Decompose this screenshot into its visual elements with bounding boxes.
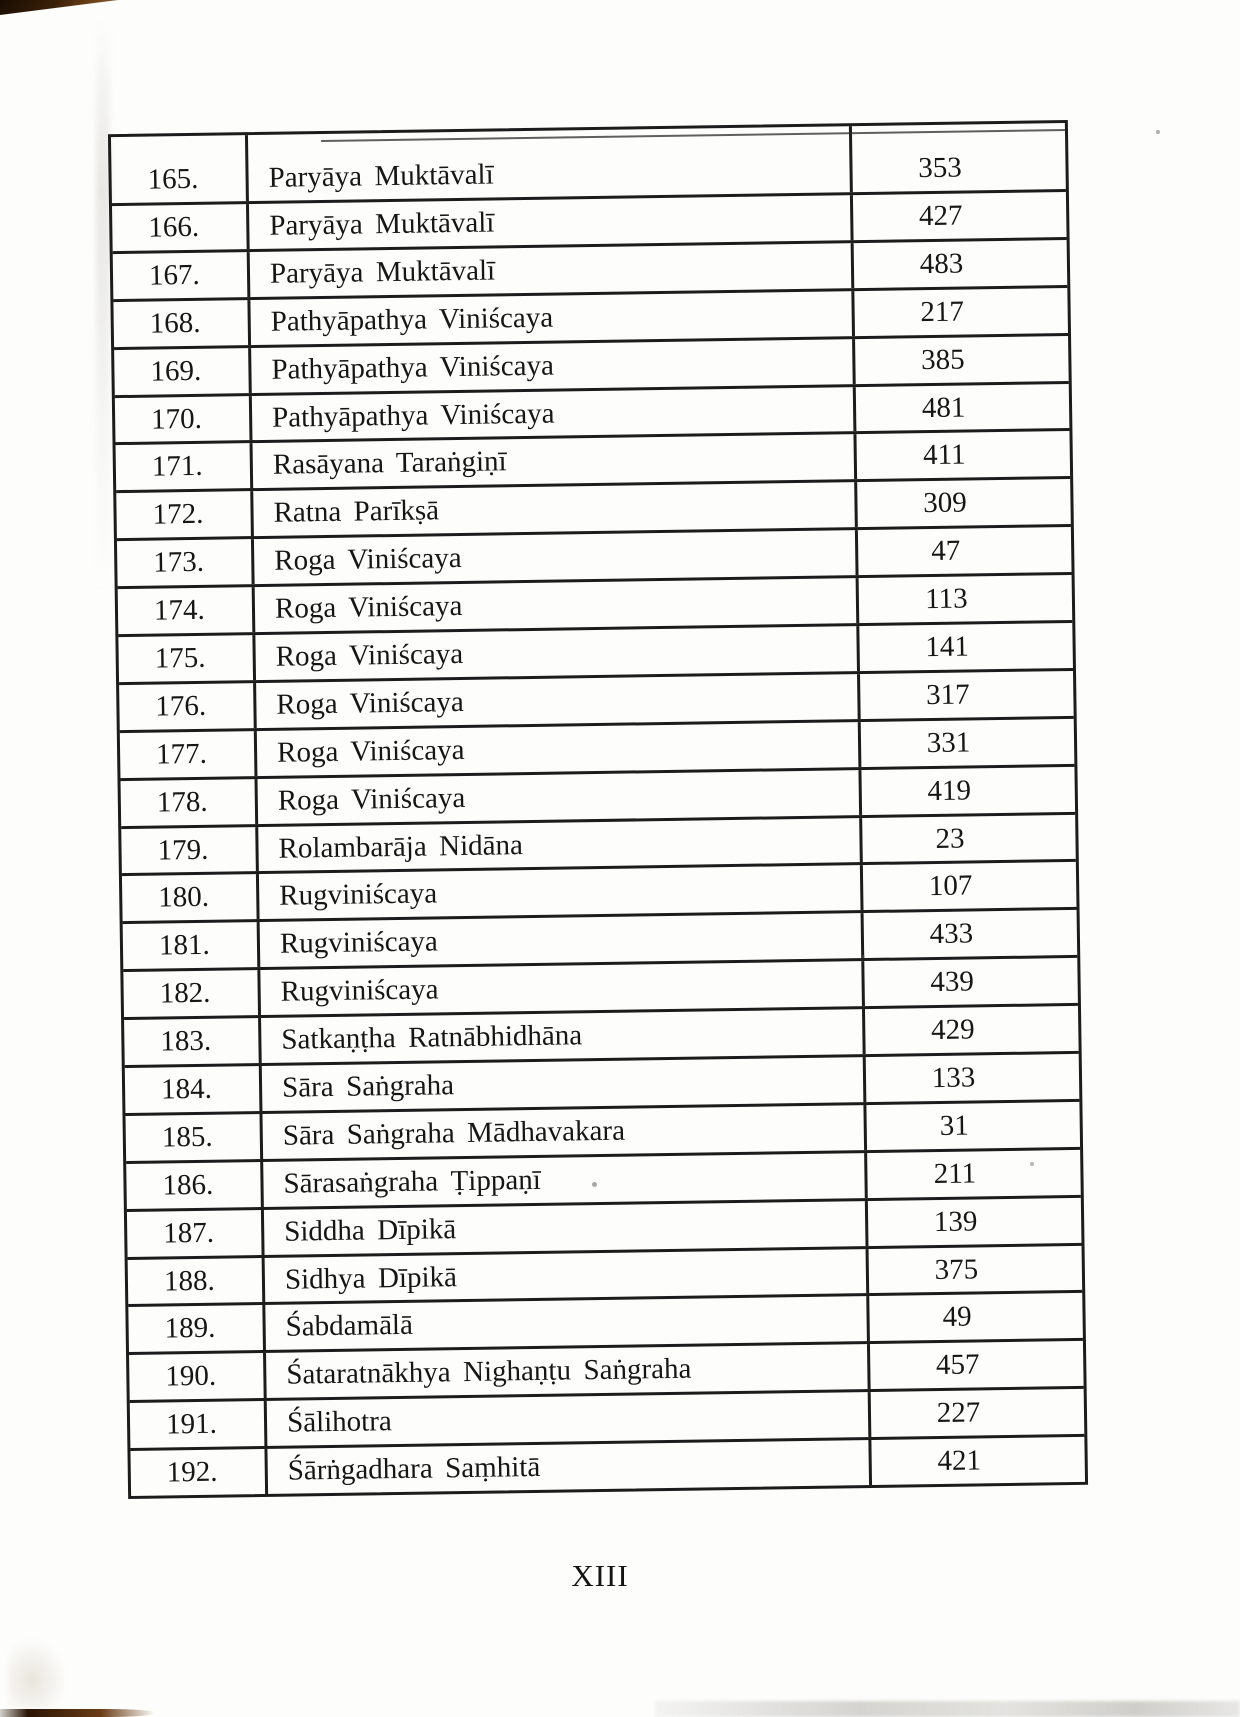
row-page-cell: 47 <box>930 534 961 568</box>
scan-edge-shadow <box>96 20 110 590</box>
row-number-cell: 192. <box>130 1449 268 1496</box>
row-page-cell: 421 <box>937 1444 982 1478</box>
row-page-cell: 309 <box>923 486 967 520</box>
index-table-body <box>111 123 1085 1496</box>
row-number-cell: 177. <box>120 731 258 778</box>
page-number: XIII <box>571 1558 629 1593</box>
row-title-cell: Śālihotra <box>267 1392 872 1446</box>
row-title-cell: Roga Viniścaya <box>254 530 859 584</box>
row-page-cell: 107 <box>928 869 973 903</box>
row-page-cell: 411 <box>922 438 966 472</box>
row-page-cell: 227 <box>936 1396 981 1430</box>
row-number-cell: 182. <box>123 970 261 1017</box>
row-page-cell: 211 <box>933 1157 977 1190</box>
table-row <box>111 123 1066 203</box>
row-page-cell: 353 <box>918 151 963 185</box>
row-page-cell: 419 <box>927 774 972 807</box>
row-number-cell: 191. <box>130 1401 268 1448</box>
row-number-cell: 179. <box>121 827 259 874</box>
row-number-cell: 175. <box>118 635 256 682</box>
row-page-cell: 385 <box>920 343 965 376</box>
row-title-cell: Śabdamālā <box>265 1297 870 1351</box>
row-number-cell: 170. <box>115 396 253 443</box>
row-title-cell: Roga Viniścaya <box>255 578 860 632</box>
row-title-cell: Pathyāpathya Viniścaya <box>250 291 855 345</box>
row-page-cell: 23 <box>935 822 965 855</box>
row-number-cell: 190. <box>129 1353 267 1400</box>
row-number-cell: 184. <box>125 1066 263 1113</box>
scan-speck <box>592 1182 597 1187</box>
row-number-cell: 169. <box>114 348 252 395</box>
row-number-cell: 189. <box>128 1305 266 1352</box>
row-number-cell: 185. <box>125 1114 263 1161</box>
row-page-cell: 457 <box>935 1348 980 1382</box>
row-title-cell: Paryāya Muktāvalī <box>248 126 853 201</box>
row-title-cell: Paryāya Muktāvalī <box>249 195 854 249</box>
row-number-cell: 188. <box>128 1258 266 1305</box>
row-title-cell: Śārṅgadhara Saṃhitā <box>267 1440 872 1494</box>
row-page-cell: 133 <box>931 1061 976 1095</box>
row-number-cell: 166. <box>112 204 250 251</box>
row-number-cell: 165. <box>111 135 249 203</box>
row-number-cell: 171. <box>116 444 254 491</box>
row-title-cell: Paryāya Muktāvalī <box>250 243 855 297</box>
row-page-cell: 481 <box>921 391 966 424</box>
row-title-cell: Sāra Saṅgraha <box>262 1057 867 1111</box>
row-page-cell: 113 <box>924 582 968 616</box>
row-page-cell: 439 <box>930 965 975 999</box>
row-title-cell: Rugviniścaya <box>260 913 865 967</box>
index-table <box>108 120 1088 1499</box>
row-page-cell: 483 <box>919 247 964 280</box>
row-title-cell: Roga Viniścaya <box>257 722 862 776</box>
row-page-cell: 429 <box>930 1013 975 1047</box>
row-title-cell: Sāra Saṅgraha Mādhavakara <box>262 1105 867 1159</box>
row-title-cell: Sārasaṅgraha Ṭippaṇī <box>263 1153 868 1207</box>
scan-corner-artifact <box>0 0 118 15</box>
row-page-cell: 427 <box>918 199 963 233</box>
scan-bottom-band <box>655 1701 1240 1717</box>
row-title-cell: Pathyāpathya Viniścaya <box>252 387 857 441</box>
row-number-cell: 167. <box>113 252 251 299</box>
row-title-cell: Pathyāpathya Viniścaya <box>251 339 856 393</box>
scan-speck <box>862 955 865 958</box>
row-number-cell: 183. <box>124 1018 262 1065</box>
row-number-cell: 174. <box>118 587 256 634</box>
row-number-cell: 172. <box>116 491 254 538</box>
row-title-cell: Siddha Dīpikā <box>264 1201 869 1255</box>
row-title-cell: Sidhya Dīpikā <box>265 1249 870 1303</box>
row-number-cell: 168. <box>113 300 251 347</box>
row-title-cell: Roga Viniścaya <box>256 674 861 728</box>
row-page-cell: 331 <box>926 726 971 759</box>
row-page-cell: 141 <box>925 630 970 664</box>
row-title-cell: Ratna Parīkṣā <box>253 482 858 536</box>
row-number-cell: 186. <box>126 1162 264 1209</box>
scan-speck <box>1030 1162 1034 1166</box>
row-page-cell: 217 <box>920 295 965 328</box>
row-title-cell: Roga Viniścaya <box>258 770 863 824</box>
row-title-cell: Rasāyana Taraṅgiṇī <box>253 435 858 489</box>
scan-bottom-artifact <box>0 1709 155 1717</box>
row-page-cell: 139 <box>933 1205 978 1238</box>
row-page-cell: 433 <box>929 917 974 951</box>
row-title-cell: Rugviniścaya <box>259 866 864 920</box>
row-number-cell: 176. <box>119 683 257 730</box>
scan-smudge <box>8 1638 68 1708</box>
row-number-cell: 180. <box>122 875 260 922</box>
row-page-cell: 317 <box>925 678 970 711</box>
row-number-cell: 173. <box>117 539 255 586</box>
scan-speck <box>1156 130 1160 134</box>
row-number-cell: 178. <box>121 779 259 826</box>
row-title-cell: Rugviniścaya <box>260 961 865 1015</box>
row-title-cell: Satkaṇṭha Ratnābhidhāna <box>261 1009 866 1063</box>
row-page-cell: 49 <box>942 1300 972 1334</box>
row-number-cell: 187. <box>127 1210 265 1257</box>
row-page-cell: 31 <box>939 1109 969 1142</box>
row-title-cell: Rolambarāja Nidāna <box>258 818 863 872</box>
row-page-cell: 375 <box>934 1252 979 1286</box>
row-title-cell: Śataratnākhya Nighaṇṭu Saṅgraha <box>266 1344 871 1398</box>
row-number-cell: 181. <box>123 922 261 969</box>
row-title-cell: Roga Viniścaya <box>255 626 860 680</box>
